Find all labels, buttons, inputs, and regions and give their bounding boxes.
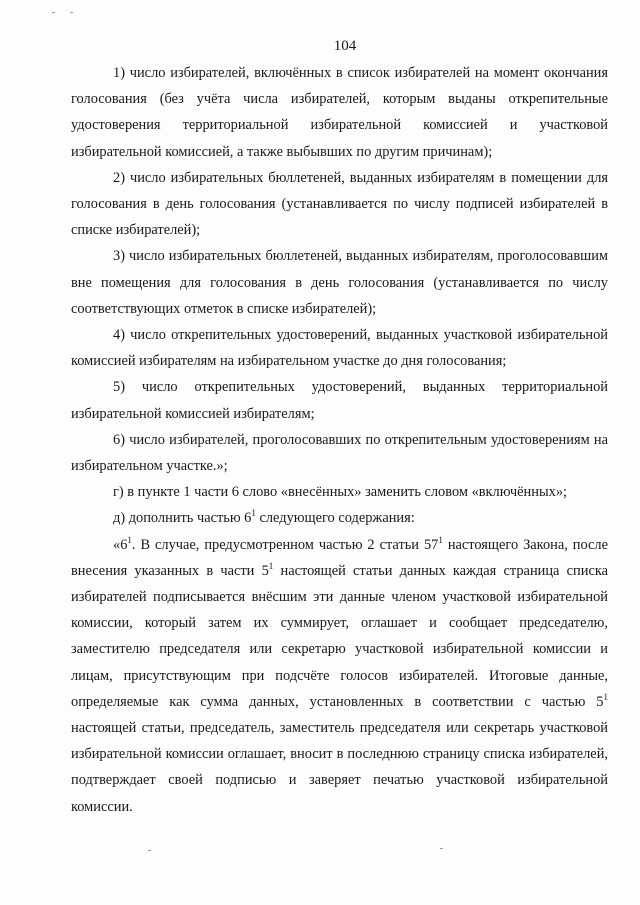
new-part-text: настоящей статьи, председатель, заместитель председателя или секретарь участковой избирательной комиссии оглашает, вносит в последнюю страницу списка избирателей, подтверждает своей подписью и заверяет печатью участковой избирательной комиссии.	[71, 720, 608, 815]
superscript: 1	[251, 508, 256, 519]
paragraph-item-3: 3) число избирательных бюллетеней, выданных избирателям, проголосовавшим вне помещения для голосования в день голосования (устанавливается по числу соответствующих отметок в списке избирателей);	[71, 248, 608, 317]
new-part-text: настоящего Закона, после внесения указанных в части 5	[71, 536, 608, 579]
scan-speck	[52, 12, 55, 13]
superscript: 1	[438, 534, 443, 545]
paragraph-new-part	[71, 532, 608, 820]
document-body	[71, 60, 608, 820]
paragraph-item-6: 6) число избирателей, проголосовавших по открепительным удостоверениям на избирательном участке.»;	[71, 431, 608, 475]
paragraph-item-2: 2) число избирательных бюллетеней, выданных избирателям в помещении для голосования в день голосования (устанавливается по числу подписей избирателей в списке избирателей);	[71, 169, 608, 239]
superscript: 1	[603, 692, 608, 703]
new-part-text: настоящей статьи данных каждая страница списка избирателей подписывается внёсшим эти данные членом участковой избирательной комиссии, который затем их суммирует, оглашает и сообщает председателю, заместителю председателя или секретарю участковой избирательной комиссии и лицам, присутствующим при подсчёте голосов избирателей. Итоговые данные, определяемые как сумма данных, установленных в соответствии с частью 5	[71, 562, 608, 710]
new-part-text: . В случае, предусмотренном частью 2 статьи 57	[131, 536, 439, 553]
superscript: 1	[127, 534, 132, 545]
amendment-d-text: д) дополнить частью 6	[113, 510, 252, 527]
amendment-d-text-end: следующего содержания:	[255, 510, 415, 527]
scan-speck	[440, 848, 443, 849]
paragraph-amendment-g: г) в пункте 1 части 6 слово «внесённых» заменить словом «включённых»;	[113, 484, 568, 501]
paragraph-item-1: 1) число избирателей, включённых в список избирателей на момент окончания голосования (без учёта числа избирателей, которым выданы открепительные удостоверения территориальной избирательной комиссией и участковой избирательной комиссией, а также выбывших по другим причинам);	[71, 65, 608, 160]
superscript: 1	[268, 561, 274, 572]
scan-speck	[148, 850, 151, 851]
page-number: 104	[333, 38, 357, 54]
scan-speck	[70, 12, 73, 13]
paragraph-item-4: 4) число открепительных удостоверений, выданных участковой избирательной комиссией избирателям на избирательном участке до дня голосования;	[71, 327, 608, 370]
new-part-text: «6	[113, 536, 128, 553]
paragraph-amendment-d	[71, 505, 608, 531]
paragraph-item-5: 5) число открепительных удостоверений, выданных территориальной избирательной комиссией избирателям;	[71, 379, 608, 422]
